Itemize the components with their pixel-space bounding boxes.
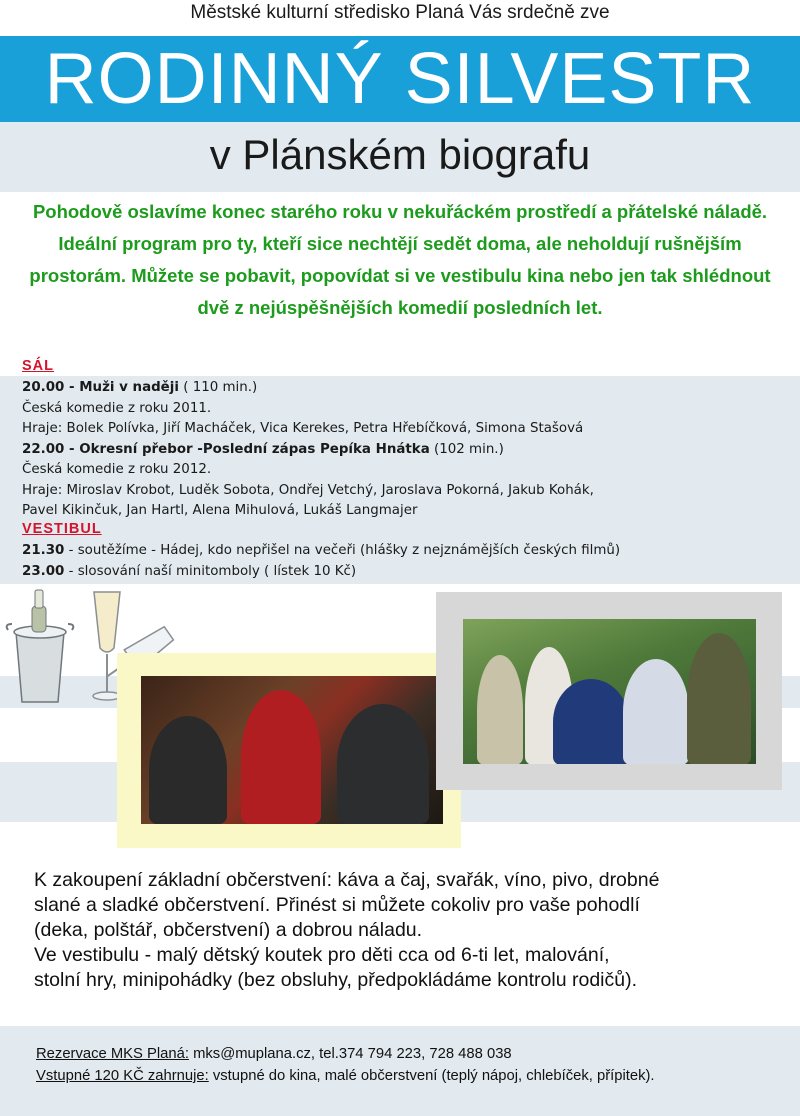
person-figure xyxy=(241,690,321,824)
reservation-line xyxy=(36,1043,786,1065)
film1-duration: ( 110 min.) xyxy=(183,380,258,395)
refreshments-info xyxy=(34,868,774,993)
vestibul-label: VESTIBUL xyxy=(22,521,102,537)
vestibul-item-1-text: - soutěžíme - Hádej, kdo nepřišel na večeři (hlášky z nejznámějších českých filmů) xyxy=(64,543,621,558)
film2-cast-line1: Hraje: Miroslav Krobot, Luděk Sobota, Ondřej Vetchý, Jaroslava Pokorná, Jakub Kohák, xyxy=(22,482,594,498)
person-figure xyxy=(337,704,429,824)
info-line-1: K zakoupení základní občerstvení: káva a čaj, svařák, víno, pivo, drobné xyxy=(34,869,660,891)
info-line-3: (deka, polštář, občerstvení) a dobrou náladu. xyxy=(34,919,423,941)
film2-duration: (102 min.) xyxy=(434,441,504,457)
person-figure xyxy=(149,716,227,824)
reservation-label: Rezervace MKS Planá: xyxy=(36,1046,189,1062)
vestibul-item-2-text: - slosování naší minitomboly ( lístek 10 Kč) xyxy=(64,563,357,579)
film1-title: 20.00 - Muži v naději xyxy=(22,380,179,395)
person-figure xyxy=(687,633,751,764)
film-still-okresni-prebor xyxy=(463,619,756,764)
ticket-label: Vstupné 120 KČ zahrnuje: xyxy=(36,1068,209,1084)
sal-program xyxy=(22,378,792,522)
film1-genre: Česká komedie z roku 2011. xyxy=(22,400,212,416)
info-line-5: stolní hry, minipohádky (bez obsluhy, předpokládáme kontrolu rodičů). xyxy=(34,969,638,991)
film2-genre: Česká komedie z roku 2012. xyxy=(22,462,212,477)
info-line-2: slané a sladké občerstvení. Přinést si můžete cokoliv pro vaše pohodlí xyxy=(34,894,640,916)
ticket-includes: vstupné do kina, malé občerstvení (teplý nápoj, chlebíček, přípitek). xyxy=(208,1068,655,1084)
film2-cast-line2: Pavel Kikinčuk, Jan Hartl, Alena Mihulová, Lukáš Langmajer xyxy=(22,503,418,518)
intro-text: Pohodově oslavíme konec starého roku v nekuřáckém prostředí a přátelské náladě. Ideální program pro ty, kteří sice nechtějí sedět doma, ale neholdují rušnějším prostorám. Můžete se pobavit, popovídat si ve vestibulu kina nebo jen tak shlédnout dvě z nejúspěšnějších komedií posledních let. xyxy=(29,201,771,318)
info-line-4: Ve vestibulu - malý dětský koutek pro děti cca od 6-ti let, malování, xyxy=(34,944,610,966)
film2-heading xyxy=(22,440,792,461)
vestibul-item-1-time: 21.30 xyxy=(22,543,65,558)
film2-title: 22.00 - Okresní přebor -Poslední zápas Pepíka Hnátka xyxy=(22,441,430,457)
person-figure xyxy=(553,679,629,764)
film1-cast: Hraje: Bolek Polívka, Jiří Macháček, Vica Kerekes, Petra Hřebíčková, Simona Stašová xyxy=(22,421,584,436)
vestibul-item-1 xyxy=(22,541,792,562)
footer xyxy=(36,1043,786,1087)
title-banner: RODINNÝ SILVESTR xyxy=(0,36,800,122)
person-figure xyxy=(623,659,689,764)
page-subtitle: v Plánském biografu xyxy=(209,131,591,178)
invitation-line: Městské kulturní středisko Planá Vás srdečně zve xyxy=(190,2,610,23)
vestibul-item-2 xyxy=(22,562,792,583)
film-still-muzi-v-nadeji xyxy=(141,676,443,824)
vestibul-item-2-time: 23.00 xyxy=(22,563,65,579)
vestibul-program xyxy=(22,541,792,582)
reservation-contact: mks@muplana.cz, tel.374 794 223, 728 488 038 xyxy=(188,1046,512,1062)
ticket-line xyxy=(36,1065,786,1087)
person-figure xyxy=(477,655,523,764)
film1-heading xyxy=(22,378,792,399)
sal-label: SÁL xyxy=(22,358,54,374)
